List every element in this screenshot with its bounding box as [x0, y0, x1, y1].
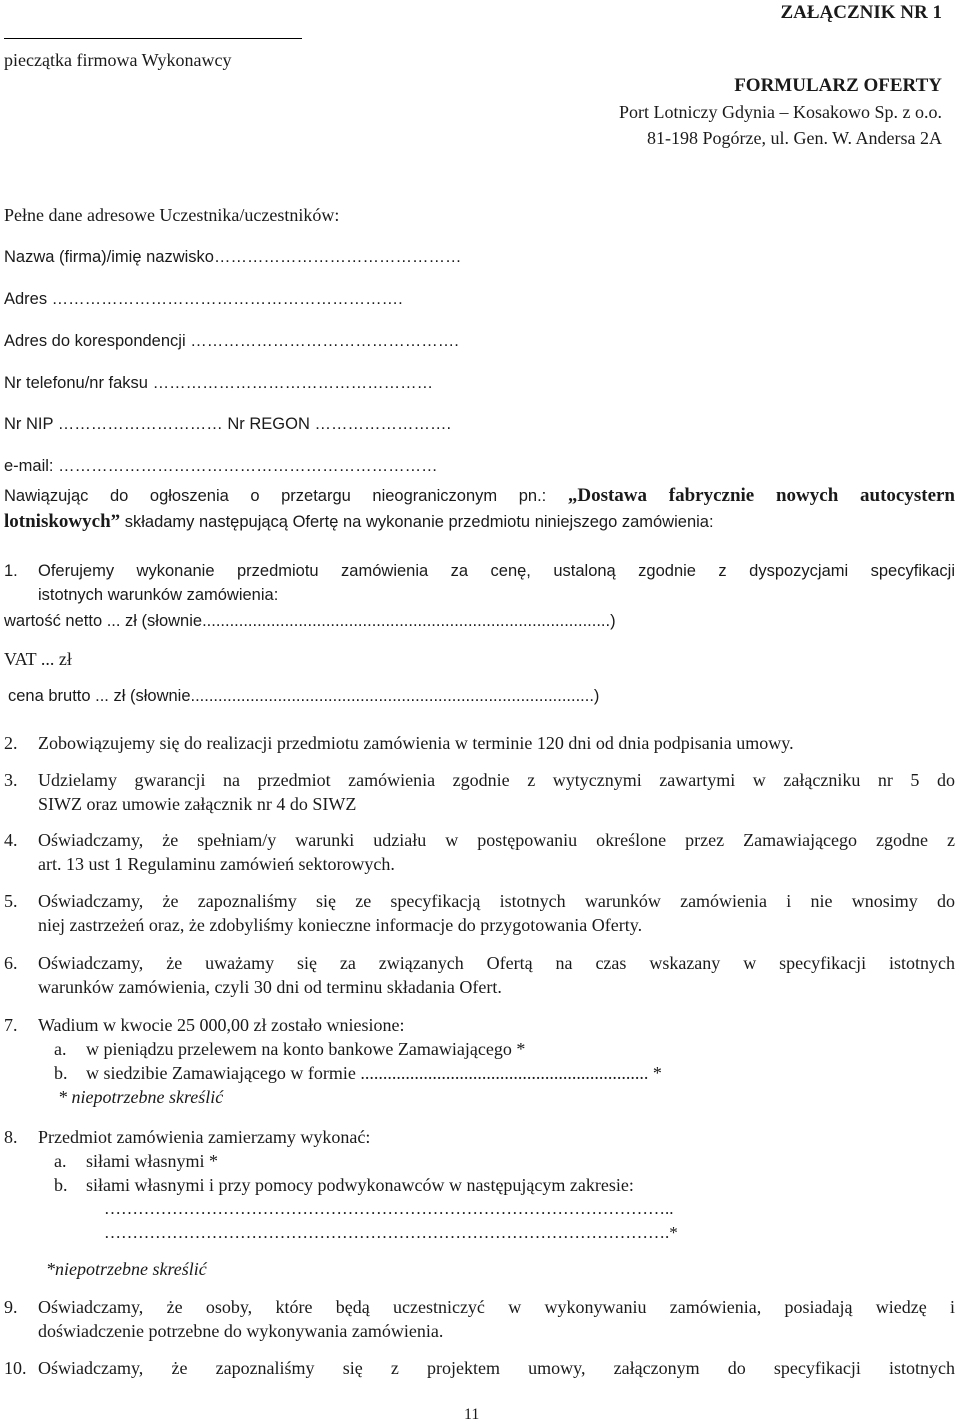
item-6-number: 6. — [4, 953, 18, 973]
item-10-line-1: Oświadczamy, że zapoznaliśmy się z projektem umowy, załączonym do specyfikacji istotnych — [38, 1358, 955, 1378]
item-7-number: 7. — [4, 1015, 18, 1035]
item-10-number: 10. — [4, 1358, 27, 1378]
item-9-line-2: doświadczenie potrzebne do wykonywania zamówienia. — [38, 1321, 444, 1341]
form-title: FORMULARZ OFERTY — [734, 75, 942, 96]
item-8b-label: b. — [54, 1175, 68, 1195]
item-8-number: 8. — [4, 1127, 18, 1147]
subcontract-scope-field-2[interactable]: ……………………………………………………………………………………….* — [104, 1223, 678, 1242]
item-7a-label: a. — [54, 1039, 67, 1059]
item-1-number: 1. — [4, 562, 18, 580]
bidder-name-field[interactable]: Nazwa (firma)/imię nazwisko……………………………………… — [4, 248, 462, 266]
item-2-text: Zobowiązujemy się do realizacji przedmiotu zamówienia w terminie 120 dni od dnia podpisania umowy. — [38, 733, 794, 753]
item-8a-text: siłami własnymi * — [86, 1151, 218, 1171]
item-7-note: * niepotrzebne skreślić — [58, 1087, 224, 1107]
bidder-phone-field[interactable]: Nr telefonu/nr faksu …………………………………………… — [4, 374, 434, 392]
bidder-nip-regon-field[interactable]: Nr NIP ………………………… Nr REGON ……………………. — [4, 415, 452, 433]
item-8-note: *niepotrzebne skreślić — [46, 1259, 207, 1279]
item-6-line-1: Oświadczamy, że uważamy się za związanych Ofertą na czas wskazany w specyfikacji istotnych — [38, 953, 955, 973]
subcontract-scope-field-1[interactable]: ……………………………………………………………………………………….. — [104, 1199, 674, 1218]
item-4-number: 4. — [4, 830, 18, 850]
item-5-line-1: Oświadczamy, że zapoznaliśmy się ze specyfikacją istotnych warunków zamówienia i nie wnosimy do — [38, 891, 955, 911]
item-8-text: Przedmiot zamówienia zamierzamy wykonać: — [38, 1127, 371, 1147]
item-5-line-2: niej zastrzeżeń oraz, że zdobyliśmy konieczne informacje do przygotowania Oferty. — [38, 915, 643, 935]
deposit-form-field[interactable]: w siedzibie Zamawiającego w formie ................................................................ * — [86, 1063, 662, 1083]
company-address: 81-198 Pogórze, ul. Gen. W. Andersa 2A — [647, 128, 942, 148]
intro-title-cont: lotniskowych” — [4, 511, 121, 532]
item-3-number: 3. — [4, 770, 18, 790]
item-8b-text: siłami własnymi i przy pomocy podwykonawców w następującym zakresie: — [86, 1175, 634, 1195]
bidder-section-title: Pełne dane adresowe Uczestnika/uczestników: — [4, 205, 340, 225]
stamp-label: pieczątka firmowa Wykonawcy — [4, 50, 232, 70]
item-7b-label: b. — [54, 1063, 68, 1083]
item-7a-text: w pieniądzu przelewem na konto bankowe Zamawiającego * — [86, 1039, 526, 1059]
item-9-number: 9. — [4, 1297, 18, 1317]
item-8a-label: a. — [54, 1151, 67, 1171]
item-3-line-1: Udzielamy gwarancji na przedmiot zamówienia zgodnie z wytycznymi zawartymi w załączniku nr 5 do — [38, 770, 955, 790]
bidder-correspondence-field[interactable]: Adres do korespondencji …………………………………………. — [4, 332, 459, 350]
net-value-field[interactable]: wartość netto ... zł (słownie.........................................................................................) — [4, 612, 616, 630]
item-9-line-1: Oświadczamy, że osoby, które będą uczestniczyć w wykonywaniu zamówienia, posiadają wiedzę i — [38, 1297, 955, 1317]
intro-title: „Dostawa fabrycznie nowych autocystern — [567, 485, 955, 506]
company-name: Port Lotniczy Gdynia – Kosakowo Sp. z o.o. — [619, 102, 942, 122]
item-2-number: 2. — [4, 733, 18, 753]
item-4-line-1: Oświadczamy, że spełniam/y warunki udziału w postępowaniu określone przez Zamawiającego zgodne z — [38, 830, 955, 850]
item-1-line-2: istotnych warunków zamówienia: — [38, 586, 279, 604]
intro-suffix: składamy następującą Ofertę na wykonanie przedmiotu niniejszego zamówienia: — [120, 513, 714, 531]
item-4-line-2: art. 13 ust 1 Regulaminu zamówień sektorowych. — [38, 854, 395, 874]
item-6-line-2: warunków zamówienia, czyli 30 dni od terminu składania Ofert. — [38, 977, 502, 997]
bidder-email-field[interactable]: e-mail: …………………………………………………………… — [4, 457, 438, 475]
item-3-line-2: SIWZ oraz umowie załącznik nr 4 do SIWZ — [38, 794, 357, 814]
intro-line-1 — [4, 485, 955, 507]
vat-field[interactable]: VAT ... zł — [4, 649, 72, 669]
item-1-line-1: Oferujemy wykonanie przedmiotu zamówienia za cenę, ustaloną zgodnie z dyspozycjami specyfikacji — [38, 562, 955, 580]
stamp-signature-line — [4, 38, 302, 39]
gross-price-field[interactable]: cena brutto ... zł (słownie........................................................................................) — [8, 687, 600, 705]
attachment-label: ZAŁĄCZNIK NR 1 — [780, 2, 942, 23]
item-5-number: 5. — [4, 891, 18, 911]
page-number: 11 — [464, 1406, 480, 1423]
item-7-text: Wadium w kwocie 25 000,00 zł zostało wniesione: — [38, 1015, 405, 1035]
intro-prefix: Nawiązując do ogłoszenia o przetargu nieograniczonym pn.: — [4, 487, 568, 505]
intro-line-2 — [4, 511, 714, 533]
bidder-address-field[interactable]: Adres ………………………………………………………. — [4, 290, 403, 308]
